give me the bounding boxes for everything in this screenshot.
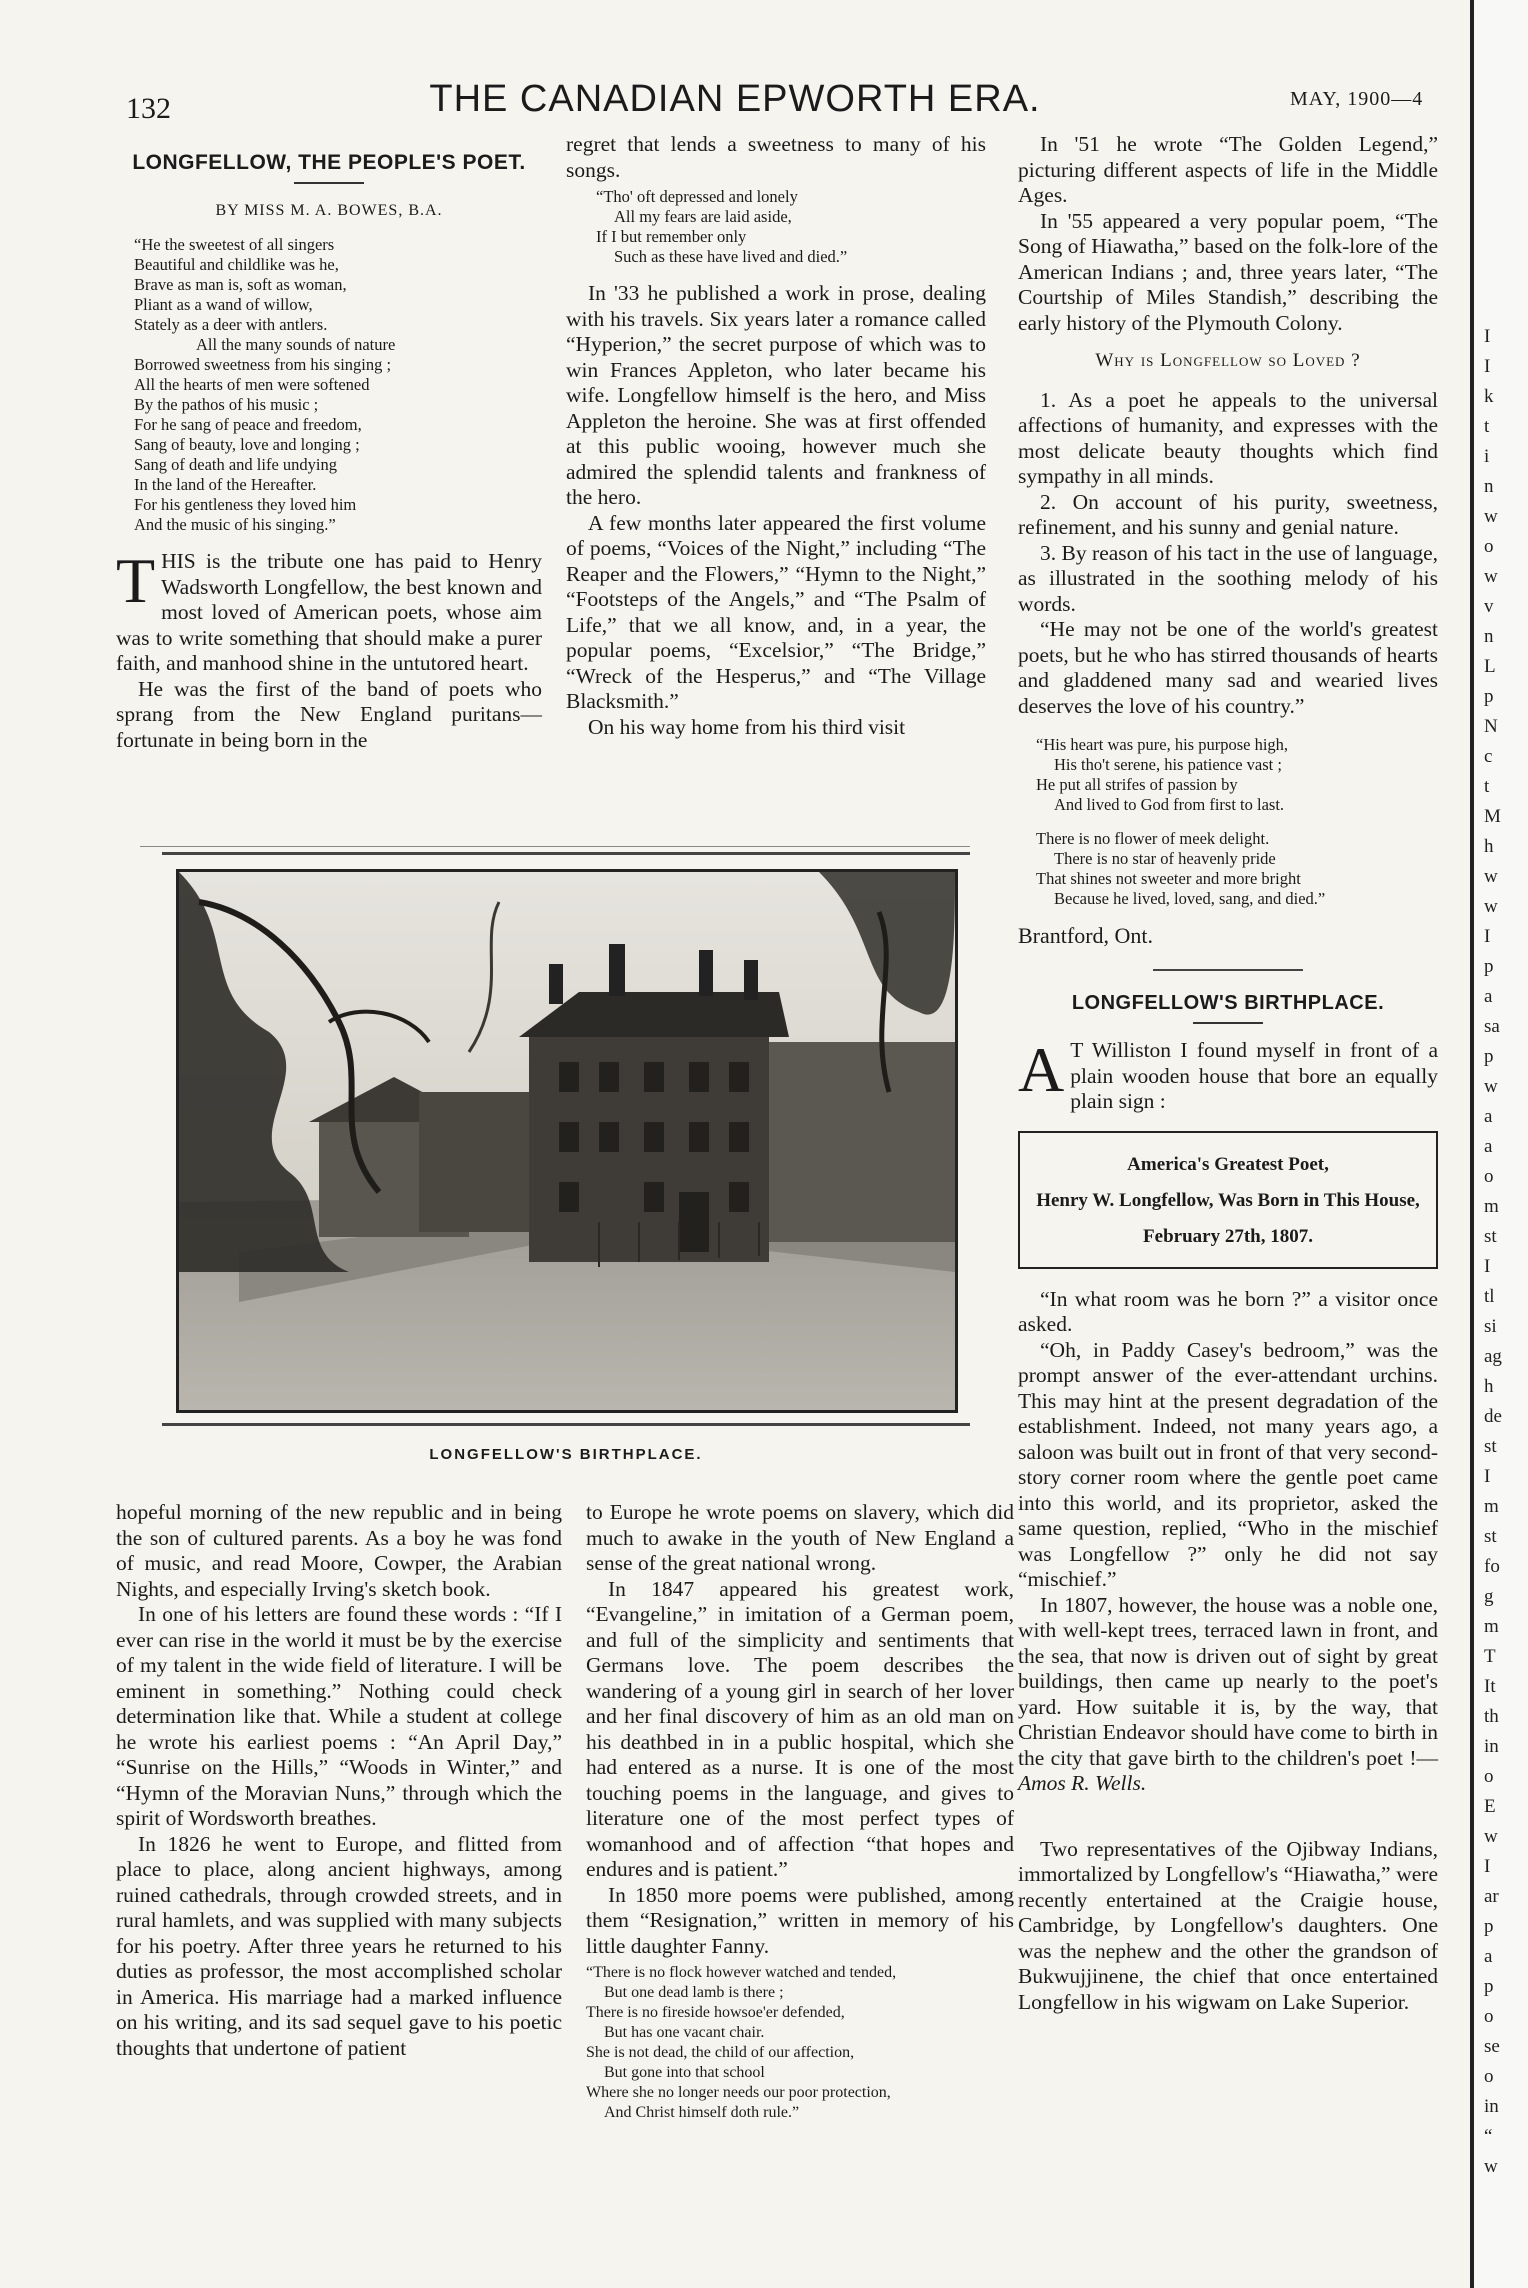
- cropped-text-fragment: L: [1484, 656, 1496, 677]
- verse-line: Brave as man is, soft as woman,: [134, 275, 347, 294]
- paragraph: A few months later appeared the first volume of poems, “Voices of the Night,” including “The Reaper and the Flowers,” “Hymn to the Night,” “Footsteps of the Angels,” and “The Psalm of Life,” that we all know, and, in a year, the popular poems, “Excelsior,” “The Bridge,” “Wreck of the Hesperus,” and “The Village Blacksmith.”: [566, 510, 986, 713]
- column-2-lower: [586, 1500, 1014, 2137]
- location-signature: Brantford, Ont.: [1018, 923, 1154, 948]
- verse-line: Stately as a deer with antlers.: [134, 315, 328, 334]
- cropped-text-fragment: g: [1484, 1586, 1494, 1607]
- byline: BY MISS M. A. BOWES, B.A.: [215, 201, 443, 219]
- paragraph: In '33 he published a work in prose, dealing with his travels. Six years later a romance called “Hyperion,” the secret purpose of which was to win Frances Appleton, who later became his wife. Longfellow himself is the hero, and Miss Appleton the heroine. She was at first offended at this public wooing, however much she admired the splendid talents and frankness of the hero.: [566, 281, 986, 509]
- column-3-upper: [1018, 132, 1438, 2015]
- verse-line: But has one vacant chair.: [604, 2024, 765, 2041]
- subheading: Why is Longfellow so Loved ?: [1095, 350, 1361, 371]
- cropped-text-fragment: w: [1484, 1076, 1498, 1097]
- verse-line: That shines not sweeter and more bright: [1036, 869, 1301, 888]
- cropped-text-fragment: a: [1484, 1106, 1493, 1127]
- issue-date: MAY, 1900—4: [1290, 88, 1424, 110]
- cropped-text-fragment: t: [1484, 416, 1490, 437]
- cropped-text-fragment: w: [1484, 866, 1498, 887]
- cropped-text-fragment: T: [1484, 1646, 1496, 1667]
- birthplace-sign: [1018, 1131, 1438, 1269]
- cropped-text-fragment: I: [1484, 326, 1491, 347]
- verse-line: His tho't serene, his patience vast ;: [1054, 755, 1282, 774]
- cropped-text-fragment: I: [1484, 356, 1491, 377]
- cropped-text-fragment: o: [1484, 536, 1494, 557]
- verse-line: But gone into that school: [604, 2064, 765, 2081]
- cropped-text-fragment: ag: [1484, 1346, 1502, 1367]
- masthead: THE CANADIAN EPWORTH ERA.: [429, 78, 1041, 120]
- closing-verse: [1036, 735, 1438, 909]
- verse-line: Because he lived, loved, sang, and died.”: [1054, 889, 1326, 908]
- page-number: 132: [126, 92, 171, 125]
- paragraph: Two representatives of the Ojibway Indians, immortalized by Longfellow's “Hiawatha,” were recently entertained at the Craigie house, Cambridge, by Longfellow's daughters. One was the nephew and the other the grandson of Bukwujjinene, the chief that once entertained Longfellow in his wigwam on Lake Superior.: [1018, 1836, 1438, 2014]
- cropped-text-fragment: I: [1484, 1856, 1491, 1877]
- cropped-text-fragment: fo: [1484, 1556, 1500, 1577]
- verse-line: “There is no flock however watched and tended,: [586, 1964, 897, 1981]
- cropped-text-fragment: a: [1484, 1946, 1493, 1967]
- photo-panel: [162, 852, 970, 1426]
- cropped-text-fragment: N: [1484, 716, 1498, 737]
- cropped-text-fragment: st: [1484, 1226, 1497, 1247]
- paragraph: regret that lends a sweetness to many of his songs.: [566, 132, 986, 182]
- verse-line: There is no fireside howsoe'er defended,: [586, 2004, 845, 2021]
- intro-text: T Williston I found myself in front of a plain wooden house that bore an equally plain sign :: [1070, 1038, 1438, 1113]
- verse-line: By the pathos of his music ;: [134, 395, 319, 414]
- verse-line: “Tho' oft depressed and lonely: [596, 187, 798, 206]
- cropped-text-fragment: w: [1484, 896, 1498, 917]
- intro-paragraph: [116, 545, 542, 677]
- cropped-text-fragment: st: [1484, 1436, 1497, 1457]
- verse-line: Borrowed sweetness from his singing ;: [134, 355, 392, 374]
- verse-line: Sang of beauty, love and longing ;: [134, 435, 360, 454]
- cropped-text-fragment: ar: [1484, 1886, 1499, 1907]
- verse-line: There is no flower of meek delight.: [1036, 829, 1270, 848]
- paragraph: In '51 he wrote “The Golden Legend,” picturing different aspects of life in the Middle Ages.: [1018, 132, 1438, 207]
- verse-line: He put all strifes of passion by: [1036, 775, 1238, 794]
- page-header: [0, 78, 1470, 138]
- verse-line: She is not dead, the child of our affection,: [586, 2044, 855, 2061]
- verse-line: Pliant as a wand of willow,: [134, 295, 313, 314]
- title-rule: [294, 182, 364, 184]
- verse-line: And the music of his singing.”: [134, 515, 336, 534]
- quotation: “He may not be one of the world's greatest poets, but he who has stirred thousands of hearts and gladdened many sad and wearied lives deserves the love of his country.”: [1018, 617, 1438, 718]
- reason-3: 3. By reason of his tact in the use of language, as illustrated in the soothing melody of his words.: [1018, 540, 1438, 616]
- cropped-text-fragment: p: [1484, 1916, 1494, 1937]
- paragraph: In 1850 more poems were published, among them “Resignation,” written in memory of his little daughter Fanny.: [586, 1882, 1014, 1958]
- verse-line: Such as these have lived and died.”: [614, 247, 848, 266]
- paragraph: hopeful morning of the new republic and in being the son of cultured parents. As a boy he was fond of music, and read Moore, Cowper, the Arabian Nights, and especially Irving's sketch book.: [116, 1500, 562, 1601]
- cropped-text-fragment: o: [1484, 1166, 1494, 1187]
- paragraph: On his way home from his third visit: [588, 714, 906, 739]
- cropped-text-fragment: h: [1484, 836, 1494, 857]
- cropped-text-fragment: v: [1484, 596, 1494, 617]
- verse-line: And Christ himself doth rule.”: [604, 2104, 800, 2121]
- verse-line: There is no star of heavenly pride: [1054, 849, 1276, 868]
- author: Amos R. Wells.: [1018, 1771, 1147, 1795]
- spacer: [1018, 1797, 1438, 1837]
- verse-line: Where she no longer needs our poor protection,: [586, 2084, 891, 2101]
- cropped-text-fragment: I: [1484, 926, 1491, 947]
- reason-2: 2. On account of his purity, sweetness, refinement, and his sunny and genial nature.: [1018, 489, 1438, 539]
- paragraph: In 1826 he went to Europe, and flitted from place to place, along ancient highways, among ruined cathedrals, through crowded streets, and in rural hamlets, and was supplied with many subjects for his poetry. After three years he returned to his duties as professor, the most accomplished scholar in America. His marriage had a marked influence on his writing, and its sad sequel gave to his poetic thoughts that undertone of patient: [116, 1831, 562, 2060]
- sign-line: February 27th, 1807.: [1143, 1225, 1313, 1247]
- cropped-text-fragment: w: [1484, 506, 1498, 527]
- cropped-text-fragment: sa: [1484, 1016, 1500, 1037]
- cropped-text-fragment: i: [1484, 446, 1490, 467]
- cropped-text-fragment: st: [1484, 1526, 1497, 1547]
- divider-line: [140, 846, 970, 847]
- cropped-text-fragment: o: [1484, 2006, 1494, 2027]
- verse-line: For his gentleness they loved him: [134, 495, 357, 514]
- cropped-text-fragment: I: [1484, 1466, 1491, 1487]
- paragraph: [1018, 1593, 1438, 1797]
- next-page-edge: [1470, 0, 1528, 2288]
- paragraph-text: In 1807, however, the house was a noble one, with well-kept trees, terraced lawn in front, and the sea, that now is driven out of sight by great buildings, then came up nearly to the poet's yard. How suitable it is, by the way, that Christian Endeavor should have come to birth in the city that gave birth to the children's poet !—: [1018, 1592, 1438, 1770]
- verse-line: All the many sounds of nature: [196, 335, 396, 354]
- article2-intro: [1018, 1034, 1438, 1115]
- column-2-upper: [566, 132, 986, 740]
- cropped-text-fragment: tl: [1484, 1286, 1495, 1307]
- verse-line: “His heart was pure, his purpose high,: [1036, 735, 1289, 754]
- verse-line: All the hearts of men were softened: [134, 375, 370, 394]
- cropped-text-fragment: m: [1484, 1496, 1499, 1517]
- birthplace-photo: [176, 869, 958, 1413]
- opening-poem: [134, 235, 542, 535]
- cropped-text-fragment: k: [1484, 386, 1494, 407]
- cropped-text-fragment: t: [1484, 776, 1490, 797]
- paragraph: He was the first of the band of poets who sprang from the New England puritans—fortunate in being born in the: [116, 676, 542, 752]
- cropped-text-fragment: in: [1484, 2096, 1499, 2117]
- drop-cap: T: [116, 545, 156, 616]
- house-photo-illustration: [179, 872, 955, 1410]
- quoted-verse: [596, 187, 986, 267]
- intro-text: HIS is the tribute one has paid to Henry Wadsworth Longfellow, the best known and most loved of American poets, whose aim was to write something that should make a purer faith, and manhood shine in the untutored heart.: [116, 549, 542, 675]
- cropped-text-fragment: de: [1484, 1406, 1502, 1427]
- cropped-text-fragment: p: [1484, 686, 1494, 707]
- article-title: LONGFELLOW, THE PEOPLE'S POET.: [132, 151, 526, 174]
- verse-line: Beautiful and childlike was he,: [134, 255, 339, 274]
- cropped-text-fragment: w: [1484, 566, 1498, 587]
- column-1-lower: [116, 1500, 562, 2061]
- cropped-text-fragment: M: [1484, 806, 1501, 827]
- cropped-text-fragment: n: [1484, 626, 1494, 647]
- sign-line: Henry W. Longfellow, Was Born in This House,: [1036, 1189, 1420, 1211]
- photo-caption: LONGFELLOW'S BIRTHPLACE.: [429, 1446, 703, 1463]
- verse-line: In the land of the Hereafter.: [134, 475, 317, 494]
- verse-line: And lived to God from first to last.: [1054, 795, 1285, 814]
- column-1-upper: [116, 150, 542, 753]
- cropped-text-fragment: E: [1484, 1796, 1496, 1817]
- cropped-text-fragment: th: [1484, 1706, 1499, 1727]
- verse-line: For he sang of peace and freedom,: [134, 415, 362, 434]
- cropped-text-fragment: si: [1484, 1316, 1497, 1337]
- section-rule: [1153, 969, 1303, 971]
- paragraph: In '55 appeared a very popular poem, “The Song of Hiawatha,” based on the folk-lore of the American Indians ; and, three years later, “The Courtship of Miles Standish,” describing the early history of the Plymouth Colony.: [1018, 208, 1438, 335]
- paragraph: In 1847 appeared his greatest work, “Evangeline,” in imitation of a German poem, and full of the simplicity and sentiments that Germans love. The poem describes the wandering of a young girl in search of her lover and her final discovery of him as an old man on his deathbed in in a public hospital, which she had entered as a nurse. It is one of the most touching poems in the language, and gives to literature one of the most perfect types of womanhood and of affection “that hopes and endures and is patient.”: [586, 1576, 1014, 1881]
- cropped-text-fragment: m: [1484, 1616, 1499, 1637]
- cropped-text-fragment: m: [1484, 1196, 1499, 1217]
- resignation-verse: [586, 1963, 1014, 2123]
- cropped-text-fragment: o: [1484, 2066, 1494, 2087]
- verse-line: “He the sweetest of all singers: [134, 235, 335, 254]
- cropped-text-fragment: c: [1484, 746, 1493, 767]
- verse-line: Sang of death and life undying: [134, 455, 337, 474]
- sign-line: America's Greatest Poet,: [1127, 1153, 1329, 1175]
- paragraph: “In what room was he born ?” a visitor once asked.: [1018, 1286, 1438, 1336]
- cropped-text-fragment: p: [1484, 1976, 1494, 1997]
- cropped-text-fragment: se: [1484, 2036, 1500, 2057]
- cropped-text-fragment: w: [1484, 1826, 1498, 1847]
- title-rule: [1193, 1022, 1263, 1024]
- drop-cap: A: [1018, 1034, 1065, 1105]
- cropped-text-fragment: It: [1484, 1676, 1496, 1697]
- paragraph: “Oh, in Paddy Casey's bedroom,” was the prompt answer of the ever-attendant urchins. This may hint at the present degradation of the establishment. Indeed, not many years ago, a saloon was built out in front of that very second-story corner room where the gentle poet came into this world, and its proprietor, asked the same question, replied, “Who in the mischief was Longfellow ?” only he did not say “mischief.”: [1018, 1337, 1438, 1591]
- cropped-text-fragment: w: [1484, 2156, 1498, 2177]
- cropped-text-fragment: a: [1484, 1136, 1493, 1157]
- cropped-text-fragment: p: [1484, 1046, 1494, 1067]
- cropped-text-fragment: in: [1484, 1736, 1499, 1757]
- paragraph: In one of his letters are found these words : “If I ever can rise in the world it must be by the exercise of my talent in the wide field of literature. I will be eminent in something.” Nothing could check determination like that. While a student at college he wrote his earliest poems : “An April Day,” “Sunrise on the Hills,” “Woods in Winter,” and “Hymn of the Moravian Nuns,” through which the spirit of Wordsworth breathes.: [116, 1602, 562, 1830]
- verse-line: But one dead lamb is there ;: [604, 1984, 784, 2001]
- cropped-text-fragment: p: [1484, 956, 1494, 977]
- verse-line: All my fears are laid aside,: [614, 207, 792, 226]
- paragraph: to Europe he wrote poems on slavery, which did much to awake in the youth of New England a sense of the great national wrong.: [586, 1500, 1014, 1575]
- verse-line: If I but remember only: [596, 227, 747, 246]
- cropped-text-fragment: I: [1484, 1256, 1491, 1277]
- cropped-text-fragment: “: [1484, 2126, 1493, 2147]
- article2-title: LONGFELLOW'S BIRTHPLACE.: [1071, 991, 1385, 1014]
- cropped-text-fragment: n: [1484, 476, 1494, 497]
- cropped-text-fragment: o: [1484, 1766, 1494, 1787]
- cropped-text-fragment: h: [1484, 1376, 1494, 1397]
- cropped-text-fragment: a: [1484, 986, 1493, 1007]
- reason-1: 1. As a poet he appeals to the universal affections of humanity, and expresses with the most delicate beauty thoughts which find sympathy in all minds.: [1018, 387, 1438, 488]
